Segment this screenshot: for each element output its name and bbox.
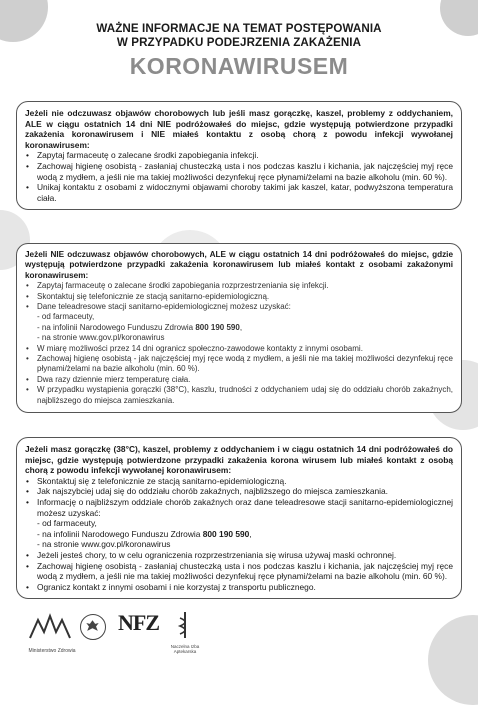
- sub-item: - na stronie www.gov.pl/koronawirus: [37, 333, 165, 343]
- list-item: • Unikaj kontaktu z osobami z widocznymi objawami choroby takimi jak kaszel, katar, podwyższona temperatura ciała.: [25, 182, 453, 203]
- list-item: • Dane teleadresowe stacji sanitarno-epidemiologicznej możesz uzyskać:: [25, 302, 453, 312]
- list-item: • W przypadku wystąpienia gorączki (38°C), kaszlu, trudności z oddychaniem udaj się do oddziału chorób zakaźnych, najbliższego do miejsca zamieszkania.: [25, 385, 453, 406]
- page-header: [0, 22, 478, 79]
- sub-item: [25, 323, 453, 333]
- pharmacy-chamber-logo-icon: [172, 610, 198, 640]
- phone-number: 800 190 590: [195, 322, 240, 332]
- list-item: • Ogranicz kontakt z innymi osobami i nie korzystaj z transportu publicznego.: [25, 582, 453, 593]
- header-line-2: W PRZYPADKU PODEJRZENIA ZAKAŻENIA: [116, 36, 362, 49]
- list-item: • Zapytaj farmaceutę o zalecane środki zapobiegania rozprzestrzeniania się infekcji.: [25, 281, 453, 291]
- sub-item-text: - na infolinii Narodowego Funduszu Zdrowia: [37, 322, 196, 332]
- list-item: • Informację o najbliższym oddziale chorób zakaźnych oraz dane teleadresowe stacji sanitarno-epidemiologicznej możesz uzyskać:: [25, 497, 453, 518]
- sub-item-suffix: ,: [249, 528, 252, 539]
- info-box-symptoms-and-travel: [16, 437, 462, 599]
- info-box-travel-no-symptoms: [16, 243, 462, 413]
- list-item: • W miarę możliwości przez 14 dni ogranicz społeczno-zawodowe kontakty z innymi osobami.: [25, 344, 453, 354]
- pharmacy-chamber-label: Naczelna Izba Aptekarska: [170, 644, 200, 654]
- footer-logos: [0, 590, 478, 675]
- nfz-logo: NFZ: [118, 610, 159, 635]
- sub-item: - na stronie www.gov.pl/koronawirus: [37, 539, 171, 550]
- list-item: • Zapytaj farmaceutę o zalecane środki zapobiegania infekcji.: [25, 150, 453, 161]
- sub-item: - od farmaceuty,: [37, 312, 95, 322]
- list-item: • Zachowaj higienę osobistą - zasłaniaj chusteczką usta i nos podczas kaszlu i kichania, jak najczęściej myj ręce wodą z mydłem, a jeśli nie ma takiej możliwości dezynfekuj ręce płynami/żelami na bazie alkoholu (min. 60 %).: [25, 561, 453, 582]
- list-item: • Zachowaj higienę osobistą - zasłaniaj chusteczką usta i nos podczas kaszlu i kichania, jak najczęściej myj ręce wodą z mydłem, a jeśli nie ma takiej możliwości dezynfekuj ręce płynami/żelami na bazie alkoholu (min. 60 %).: [25, 161, 453, 182]
- list-item: • Skontaktuj się telefonicznie ze stacją sanitarno-epidemiologiczną.: [25, 292, 453, 302]
- list-item: • Skontaktuj się z telefonicznie ze stacją sanitarno-epidemiologiczną.: [25, 476, 453, 487]
- phone-number: 800 190 590: [202, 528, 250, 539]
- bullet-list: [25, 150, 453, 203]
- gis-emblem-icon: [80, 614, 106, 640]
- bullet-list: [25, 281, 453, 406]
- header-line-1: WAŻNE INFORMACJE NA TEMAT POSTĘPOWANIA: [96, 22, 382, 35]
- bullet-list: [25, 476, 453, 593]
- sub-item: [25, 529, 453, 540]
- list-item: • Zachowaj higienę osobistą - jak najczęściej myj ręce wodą z mydłem, a jeśli nie ma takiej możliwości dezynfekuj ręce płynami/żelami na bazie alkoholu (min. 60 %).: [25, 354, 453, 375]
- ministry-of-health-label: Ministerstwo Zdrowia: [28, 648, 76, 654]
- box-intro: Jeżeli masz gorączkę (38°C), kaszel, problemy z oddychaniem i w ciągu ostatnich 14 dni podróżowałeś do miejsc, gdzie występują potwierdzone przypadki zakażenia korona wirusem lub miałeś kontakt z osobą chorą z powodu infekcji wywołanej koronawirusem:: [25, 444, 453, 476]
- list-item: • Jeżeli jesteś chory, to w celu ograniczenia rozprzestrzeniania się wirusa używaj maski ochronnej.: [25, 550, 453, 561]
- sub-item-suffix: ,: [239, 322, 243, 332]
- ministry-of-health-logo-icon: [28, 606, 72, 646]
- sub-item-text: - na infolinii Narodowego Funduszu Zdrowia: [37, 528, 203, 539]
- info-box-no-travel: [16, 101, 462, 210]
- sub-item: - od farmaceuty,: [37, 518, 97, 529]
- list-item: • Dwa razy dziennie mierz temperaturę ciała.: [25, 375, 453, 385]
- eagle-icon: [81, 615, 104, 638]
- page-title: KORONAWIRUSEM: [129, 53, 349, 79]
- list-item: • Jak najszybciej udaj się do oddziału chorób zakaźnych, najbliższego do miejsca zamieszkania.: [25, 486, 453, 497]
- box-intro: Jeżeli nie odczuwasz objawów chorobowych lub jeśli masz gorączkę, kaszel, problemy z oddychaniem, ALE w ciągu ostatnich 14 dni NIE podróżowałeś do miejsc, gdzie występują potwierdzone przypadki zakażenia koronawirusem i NIE miałeś kontaktu z osobą chorą z powodu infekcji wywołanej koronawirusem:: [25, 108, 453, 150]
- box-intro: Jeżeli NIE odczuwasz objawów chorobowych, ALE w ciągu ostatnich 14 dni podróżowałeś do miejsc, gdzie występują potwierdzone przypadki zakażenia koronawirusem lub miałeś kontakt z osobami zakażonymi koronawirusem:: [25, 250, 453, 280]
